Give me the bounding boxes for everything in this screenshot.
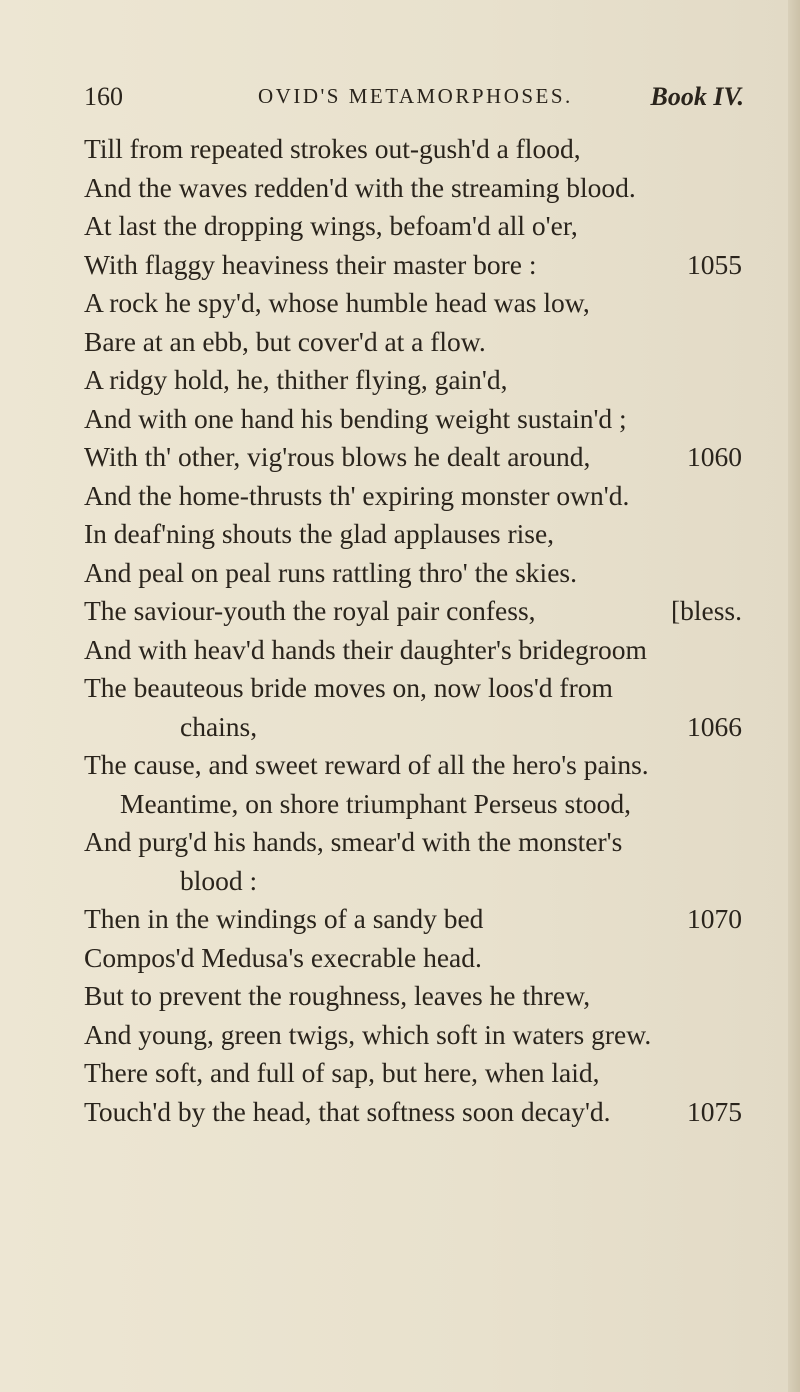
verse-line [84, 631, 744, 670]
page-number: 160 [84, 82, 123, 111]
verse-line [84, 746, 744, 785]
verse-text: The cause, and sweet reward of all the hero's pains. [84, 749, 649, 780]
verse-line [84, 169, 744, 208]
verse-line [84, 361, 744, 400]
verse-text: There soft, and full of sap, but here, when laid, [84, 1057, 600, 1088]
verse-line [84, 477, 744, 516]
line-number: 1066 [687, 710, 742, 742]
verse-text: A ridgy hold, he, thither flying, gain'd, [84, 364, 508, 395]
page-gutter [788, 0, 800, 1392]
verse-line [84, 862, 744, 901]
verse-block [84, 130, 744, 1131]
running-title: OVID'S METAMORPHOSES. [258, 84, 573, 108]
verse-line [84, 323, 744, 362]
verse-text: In deaf'ning shouts the glad applauses rise, [84, 518, 555, 549]
verse-line [84, 785, 744, 824]
verse-line [84, 400, 744, 439]
verse-text: But to prevent the roughness, leaves he threw, [84, 980, 591, 1011]
line-number: 1055 [687, 248, 742, 280]
verse-text: Meantime, on shore triumphant Perseus stood, [120, 787, 631, 819]
verse-line [84, 554, 744, 593]
verse-line [84, 939, 744, 978]
verse-line [84, 1093, 744, 1132]
verse-text: And the home-thrusts th' expiring monster own'd. [84, 479, 630, 511]
verse-line [84, 1054, 744, 1093]
verse-text: Till from repeated strokes out-gush'd a flood, [84, 133, 581, 164]
verse-text: And peal on peal runs rattling thro' the skies. [84, 556, 577, 588]
verse-line [84, 592, 744, 631]
verse-line [84, 708, 744, 747]
verse-text: And young, green twigs, which soft in waters grew. [84, 1018, 652, 1050]
verse-text: And purg'd his hands, smear'd with the monster's [84, 826, 623, 857]
verse-line [84, 515, 744, 554]
verse-line [84, 207, 744, 246]
verse-text: And the waves redden'd with the streaming blood. [84, 171, 636, 203]
verse-text: Compos'd Medusa's execrable head. [84, 941, 482, 973]
verse-text: Then in the windings of a sandy bed [84, 903, 484, 934]
verse-line [84, 284, 744, 323]
verse-line [84, 823, 744, 862]
line-number: 1075 [687, 1095, 742, 1127]
book-label: Book IV. [650, 82, 744, 111]
verse-text: And with heav'd hands their daughter's bridegroom [84, 633, 647, 665]
verse-text: With th' other, vig'rous blows he dealt around, [84, 441, 591, 472]
verse-line [84, 438, 744, 477]
verse-text: And with one hand his bending weight sustain'd ; [84, 402, 627, 434]
verse-text: A rock he spy'd, whose humble head was low, [84, 287, 590, 318]
line-number: 1060 [687, 441, 742, 472]
verse-text: blood : [180, 864, 258, 896]
verse-text: The saviour-youth the royal pair confess, [84, 595, 536, 626]
verse-line [84, 669, 744, 708]
verse-line [84, 900, 744, 939]
verse-text: Bare at an ebb, but cover'd at a flow. [84, 325, 486, 357]
verse-text: chains, [180, 710, 258, 742]
verse-text: Touch'd by the head, that softness soon decay'd. [84, 1095, 611, 1127]
verse-text: At last the dropping wings, befoam'd all o'er, [84, 210, 578, 241]
verse-text: The beauteous bride moves on, now loos'd from [84, 672, 613, 703]
running-head [84, 82, 744, 118]
verse-line [84, 1016, 744, 1055]
verse-line [84, 977, 744, 1016]
verse-line [84, 246, 744, 285]
verse-text: With flaggy heaviness their master bore : [84, 248, 537, 280]
line-number: [bless. [670, 595, 742, 626]
line-number: 1070 [687, 903, 742, 934]
verse-line [84, 130, 744, 169]
